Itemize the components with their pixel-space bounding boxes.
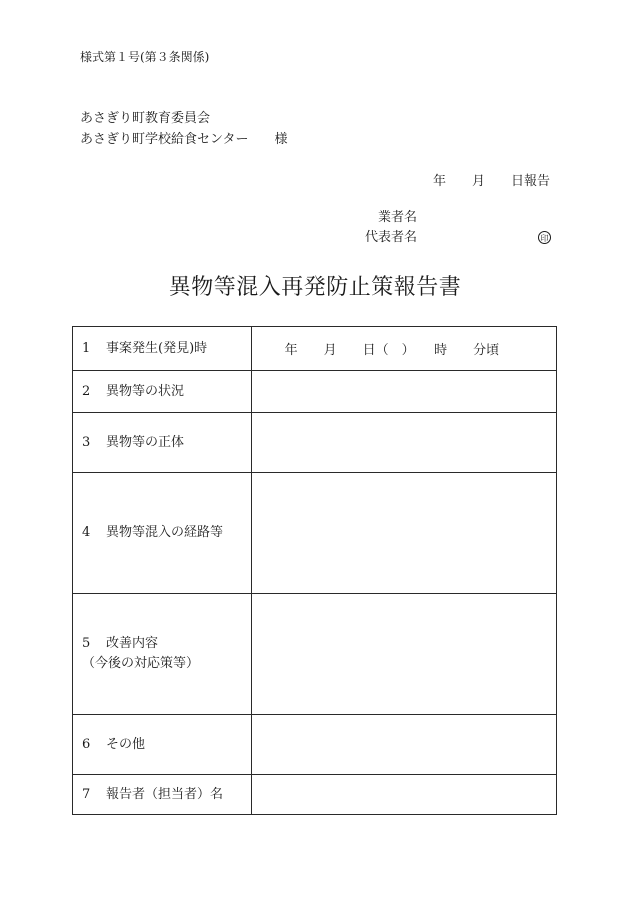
addressee-board: あさぎり町教育委員会 [80, 111, 211, 126]
row-label [73, 413, 252, 473]
row-label [73, 371, 252, 413]
row-number: 6 [82, 736, 91, 752]
table-row [73, 327, 557, 371]
row-label-text: 異物等の状況 [106, 383, 185, 399]
table-row [73, 715, 557, 775]
representative-label: 代表者名 [364, 230, 417, 245]
foreign-matter-identity-field[interactable] [251, 413, 556, 473]
table-row [73, 473, 557, 594]
row-label [73, 327, 252, 371]
row-number: 1 [82, 340, 91, 356]
contamination-route-field[interactable] [251, 473, 556, 594]
form-number: 様式第１号(第３条関係) [80, 50, 210, 64]
row-number: 4 [82, 525, 91, 540]
row-label [73, 715, 252, 775]
seal-mark: 印 [538, 231, 551, 244]
table-row [73, 775, 557, 815]
business-name-row [364, 208, 551, 228]
row-label-text: その他 [106, 736, 146, 752]
business-name-label: 業者名 [377, 210, 417, 225]
representative-row [364, 228, 551, 248]
report-date: 年 月 日報告 [432, 174, 550, 189]
table-row [73, 371, 557, 413]
company-block [364, 208, 551, 248]
addressee-center: あさぎり町学校給食センター 様 [80, 132, 288, 147]
row-label-main [82, 634, 251, 654]
other-field[interactable] [251, 715, 556, 775]
row-label-text: 異物等混入の経路等 [106, 525, 224, 540]
row-label-text: 異物等の正体 [106, 434, 185, 450]
row-number: 7 [82, 786, 91, 802]
row-label [73, 775, 252, 815]
row-label-text: 改善内容 [106, 636, 159, 651]
document-title: 異物等混入再発防止策報告書 [168, 275, 462, 300]
row-sublabel: （今後の対応策等） [82, 656, 200, 671]
addressee-block [80, 108, 287, 150]
occurrence-time-field[interactable] [251, 327, 556, 371]
table-row [73, 413, 557, 473]
improvement-field[interactable] [251, 594, 556, 715]
table-row [73, 594, 557, 715]
occurrence-time-template: 年 月 日（ ） 時 分頃 [284, 343, 500, 358]
row-label [73, 473, 252, 594]
row-number: 5 [82, 636, 91, 651]
foreign-matter-status-field[interactable] [251, 371, 556, 413]
row-label-text: 事案発生(発見)時 [106, 340, 208, 356]
row-label-text: 報告者（担当者）名 [106, 786, 224, 802]
row-number: 3 [82, 434, 91, 450]
report-table [72, 326, 557, 815]
row-label [73, 594, 252, 715]
row-number: 2 [82, 383, 91, 399]
reporter-name-field[interactable] [251, 775, 556, 815]
